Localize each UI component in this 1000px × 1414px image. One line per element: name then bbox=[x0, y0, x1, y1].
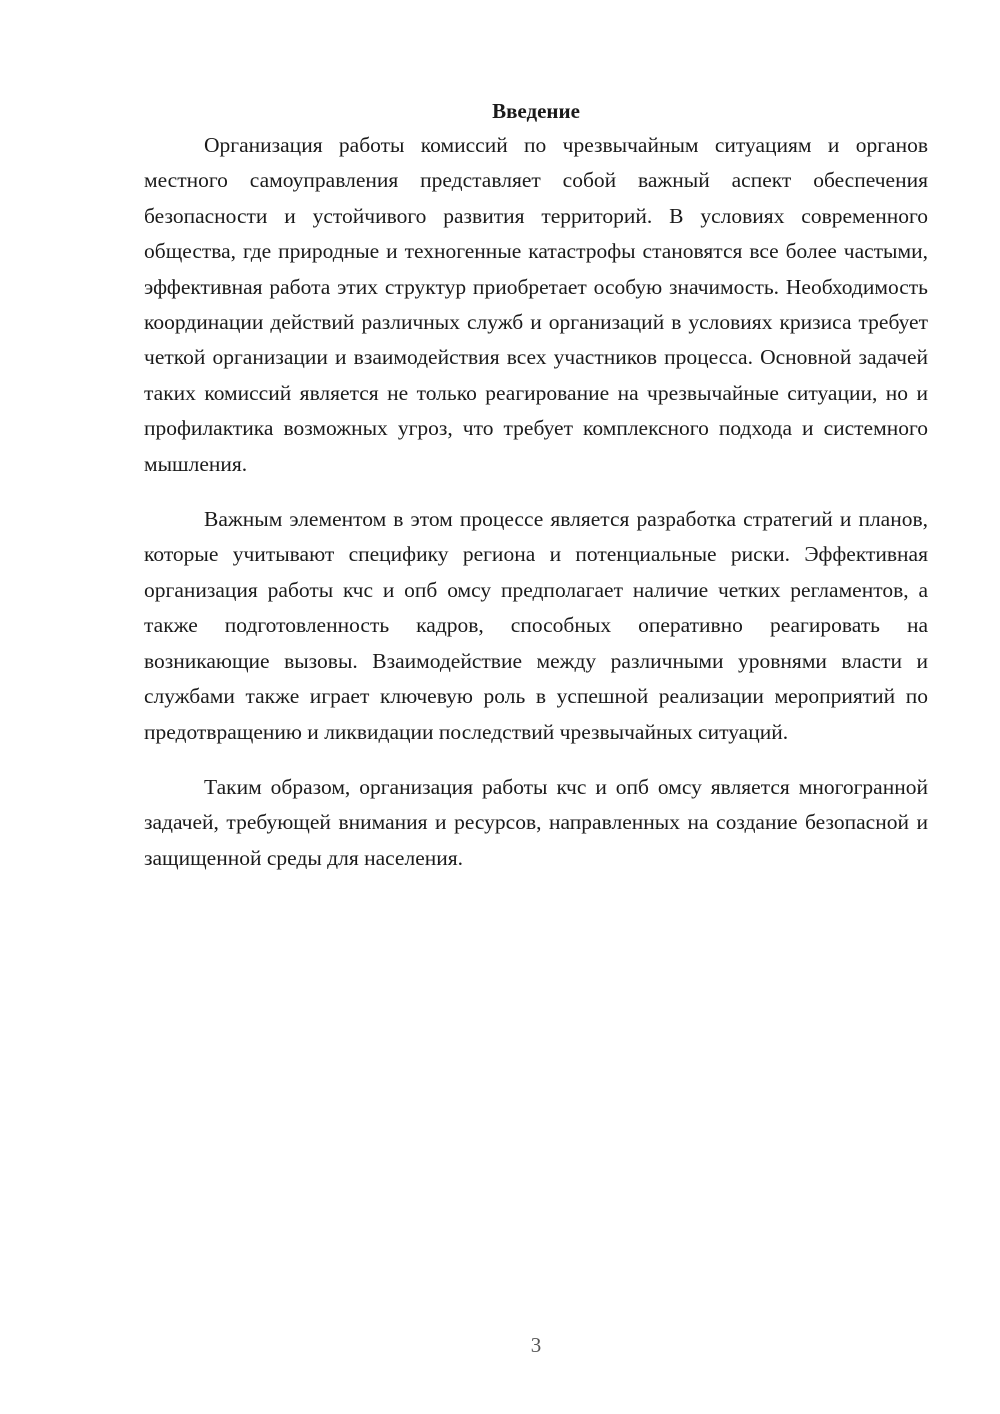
paragraph-1: Организация работы комиссий по чрезвычайным ситуациям и органов местного самоуправления представляет собой важный аспект обеспечения безопасности и устойчивого развития территорий. В условиях современного общества, где природные и техногенные катастрофы становятся все более частыми, эффективная работа этих структур приобретает особую значимость. Необходимость координации действий различных служб и организаций в условиях кризиса требует четкой организации и взаимодействия всех участников процесса. Основной задачей таких комиссий является не только реагирование на чрезвычайные ситуации, но и профилактика возможных угроз, что требует комплексного подхода и системного мышления. bbox=[144, 133, 928, 476]
page-content bbox=[144, 96, 928, 896]
paragraph-3: Таким образом, организация работы кчс и опб омсу является многогранной задачей, требующей внимания и ресурсов, направленных на создание безопасной и защищенной среды для населения. bbox=[144, 774, 928, 870]
paragraph-2: Важным элементом в этом процессе является разработка стратегий и планов, которые учитывают специфику региона и потенциальные риски. Эффективная организация работы кчс и опб омсу предполагает наличие четких регламентов, а также подготовленность кадров, способных оперативно реагировать на возникающие вызовы. Взаимодействие между различными уровнями власти и службами также играет ключевую роль в успешной реализации мероприятий по предотвращению и ликвидации последствий чрезвычайных ситуаций. bbox=[144, 507, 928, 744]
page-number: 3 bbox=[530, 1333, 542, 1357]
section-heading: Введение bbox=[492, 99, 580, 123]
